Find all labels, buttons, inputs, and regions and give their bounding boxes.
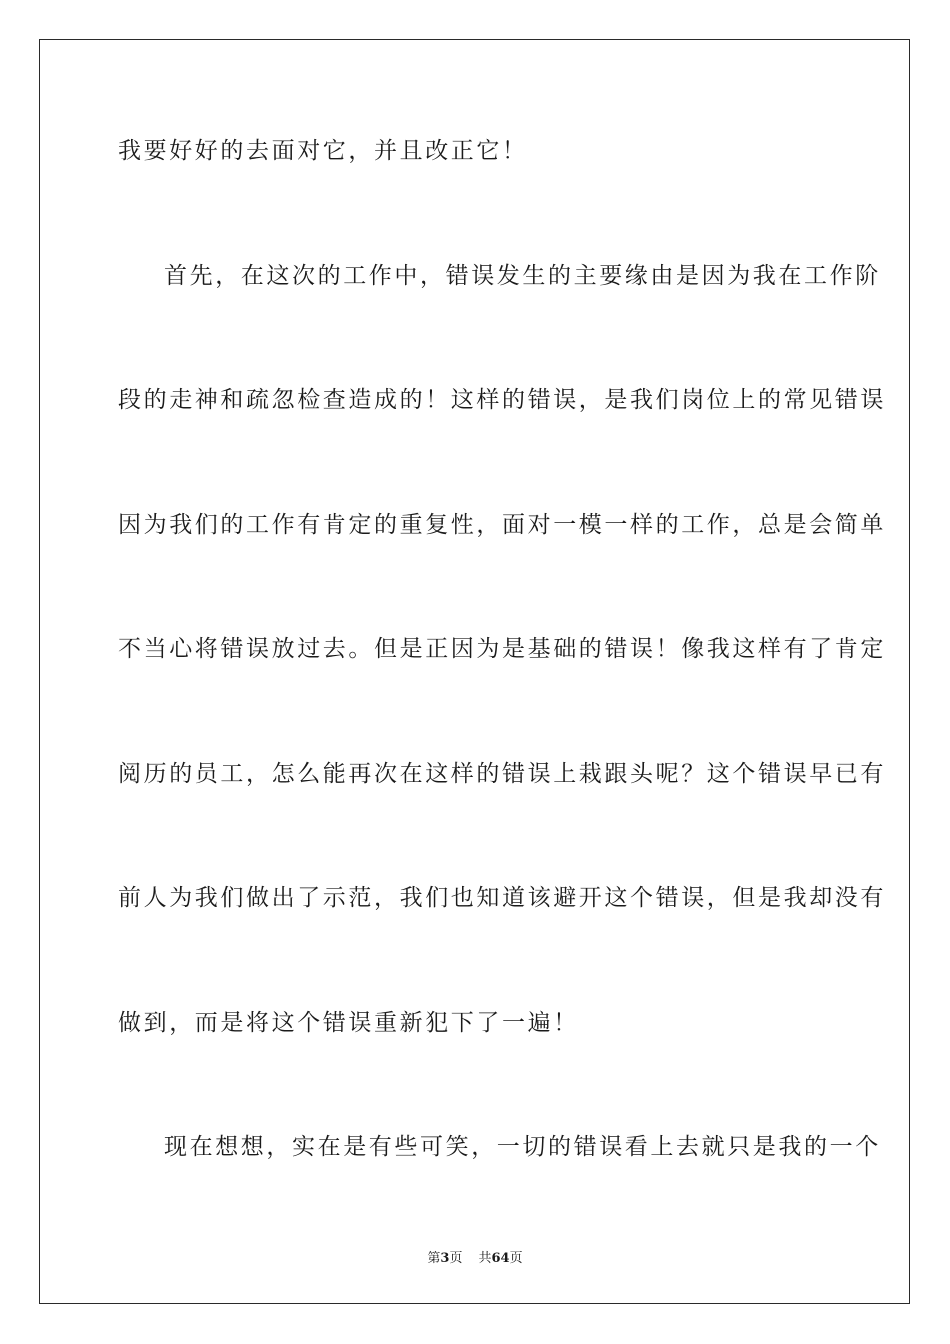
text-line: 前人为我们做出了示范，我们也知道该避开这个错误，但是我却没有 [118,885,886,911]
text-line: 我要好好的去面对它，并且改正它！ [118,138,528,164]
total-prefix: 共 [478,1251,492,1266]
text-line: 阅历的员工，怎么能再次在这样的错误上栽跟头呢？这个错误早已有 [118,761,886,787]
page-border [39,39,910,1304]
paragraph-first-line: 首先，在这次的工作中，错误发生的主要缘由是因为我在工作阶 [164,263,881,289]
text-line: 因为我们的工作有肯定的重复性，面对一模一样的工作，总是会简单 [118,512,886,538]
page-number: 3 [440,1251,450,1266]
total-pages: 64 [491,1251,510,1266]
page-footer [0,1247,950,1266]
total-suffix: 页 [509,1251,523,1266]
text-line: 不当心将错误放过去。但是正因为是基础的错误！像我这样有了肯定 [118,636,886,662]
page-prefix: 第 [427,1251,441,1266]
text-line: 段的走神和疏忽检查造成的！这样的错误，是我们岗位上的常见错误 [118,387,886,413]
paragraph-first-line: 现在想想，实在是有些可笑，一切的错误看上去就只是我的一个 [164,1134,881,1160]
text-line: 做到，而是将这个错误重新犯下了一遍！ [118,1010,579,1036]
page-suffix: 页 [449,1251,463,1266]
